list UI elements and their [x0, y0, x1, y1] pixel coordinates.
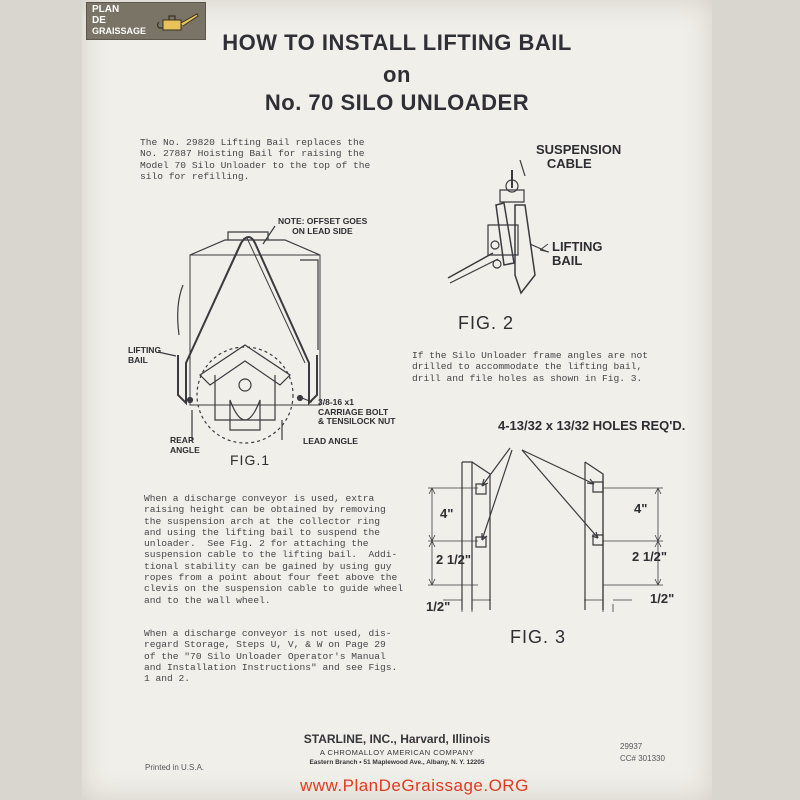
intro-paragraph: The No. 29820 Lifting Bail replaces the No. 27887 Hoisting Bail for raising the Model 70 Silo Unloader to the top of the silo for refilling.	[140, 137, 371, 182]
doc-code-1: 29937	[620, 742, 643, 751]
printed-in-usa: Printed in U.S.A.	[145, 763, 205, 772]
fig1-lifting-bail-label: LIFTING BAIL	[128, 345, 162, 365]
fig2-paragraph: If the Silo Unloader frame angles are not drilled to accommodate the lifting bail, drill and file holes as shown in Fig. 3.	[412, 350, 649, 384]
fig2-suspension-cable-label: SUSPENSION CABLE	[536, 142, 622, 171]
page-title-line-3: No. 70 SILO UNLOADER	[264, 90, 530, 115]
fig1-drawing	[158, 226, 320, 443]
fig2-drawing	[448, 160, 549, 293]
page-title-line-1: HOW TO INSTALL LIFTING BAIL	[222, 30, 572, 55]
website-watermark: www.PlanDeGraissage.ORG	[300, 776, 529, 795]
logo-line-2: DE	[92, 15, 106, 26]
logo-line-1: PLAN	[92, 4, 120, 15]
fig3-dim-2-5-left: 2 1/2"	[436, 552, 472, 567]
fig1-lead-angle-label: LEAD ANGLE	[303, 436, 358, 446]
fig2-lifting-bail-label: LIFTING BAIL	[552, 239, 603, 268]
footer-branch: Eastern Branch • 51 Maplewood Ave., Albany, N. Y. 12205	[309, 759, 485, 766]
logo-line-3: GRAISSAGE	[92, 26, 147, 36]
footer-subsidiary: A CHROMALLOY AMERICAN COMPANY	[319, 748, 475, 757]
fig3-holes-label: 4-13/32 x 13/32 HOLES REQ'D.	[498, 418, 686, 433]
doc-code-2: CC# 301330	[620, 754, 665, 763]
fig3-dim-4-right: 4"	[634, 501, 648, 516]
fig2-caption: FIG. 2	[458, 313, 515, 333]
fig1-note-label: NOTE: OFFSET GOES ON LEAD SIDE	[278, 216, 368, 236]
footer-company: STARLINE, INC., Harvard, Illinois	[303, 732, 491, 746]
fig1-rear-angle-label: REAR ANGLE	[170, 435, 200, 455]
fig3-dim-2-5-right: 2 1/2"	[632, 549, 668, 564]
fig1-bolt-label: 3/8-16 x1 CARRIAGE BOLT & TENSILOCK NUT	[318, 397, 396, 426]
fig3-dim-half-left: 1/2"	[426, 599, 451, 614]
fig3-dim-half-right: 1/2"	[650, 591, 675, 606]
fig3-drawing	[428, 448, 663, 612]
fig3-dim-4-left: 4"	[440, 506, 454, 521]
conveyor-used-paragraph: When a discharge conveyor is used, extra raising height can be obtained by removing the suspension arch at the collector ring and using the lifting bail to suspend the unloader. See Fig. 2 for attaching the suspension cable to the lifting bail. Addi- tional stability can be gained by using guy ropes from a point about four feet above the clevis on the suspension cable to guide wheel and to the wall wheel.	[144, 493, 404, 606]
fig3-caption: FIG. 3	[510, 627, 567, 647]
fig1-caption: FIG.1	[230, 452, 271, 468]
conveyor-not-used-paragraph: When a discharge conveyor is not used, dis- regard Storage, Steps U, V, & W on Page 29 of the "70 Silo Unloader Operator's Manual and Installation Instructions" and see Figs. 1 and 2.	[144, 628, 398, 685]
page-title-line-2: on	[383, 62, 411, 87]
